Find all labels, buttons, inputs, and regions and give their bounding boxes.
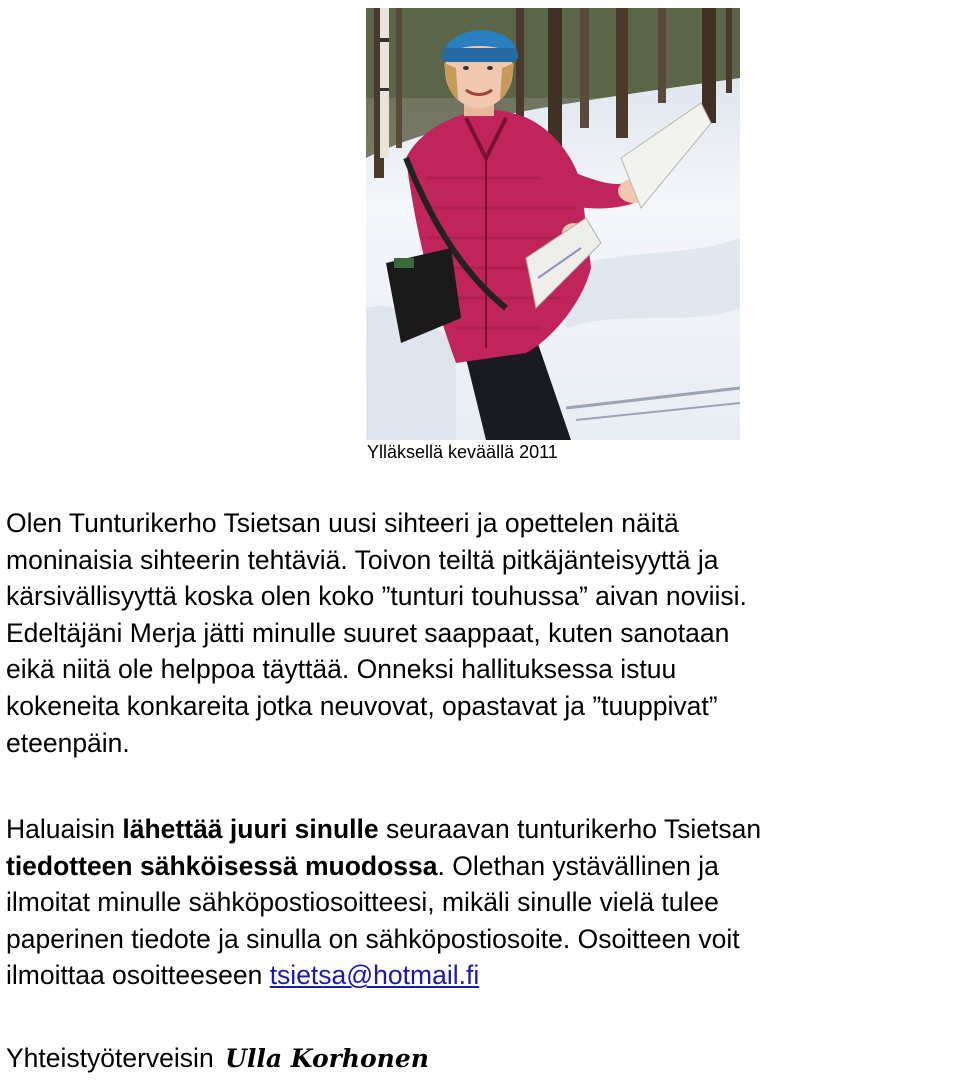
paragraph-line: ilmoitat minulle sähköpostiosoitteesi, mikäli sinulle vielä tulee [6,887,719,918]
paragraph-line: eteenpäin. [6,727,130,758]
paragraph-line: Olen Tunturikerho Tsietsan uusi sihteeri ja opettelen näitä [6,508,679,538]
paragraph-line: kokeneita konkareita jotka neuvovat, opastavat ja ”tuuppivat” [6,690,718,721]
paragraph-line [6,957,761,994]
signature: Ulla Korhonen [225,1044,429,1073]
text-segment: Haluaisin [6,814,123,844]
paragraph-line: paperinen tiedote ja sinulla on sähköpostiosoite. Osoitteen voit [6,923,740,954]
paragraph-line: Edeltäjäni Merja jätti minulle suuret saappaat, kuten sanotaan [6,617,730,648]
paragraph-line: eikä niitä ole helppoa täyttää. Onneksi hallituksessa istuu [6,654,677,685]
closing-line [6,1040,429,1077]
paragraph-line [6,811,761,848]
greeting: Yhteistyöterveisin [6,1043,214,1073]
paragraph-line: kärsivällisyyttä koska olen koko ”tunturi touhussa” aivan noviisi. [6,581,747,612]
request-paragraph [6,811,761,994]
paragraph-line [6,848,761,885]
bold-text: tiedotteen sähköisessä muodossa [6,850,438,881]
text-segment: seuraavan tunturikerho Tsietsan [378,814,762,844]
text-segment: ilmoittaa osoitteeseen [6,960,270,991]
email-link[interactable]: tsietsa@hotmail.fi [269,960,480,991]
photo-caption: Ylläksellä keväällä 2011 [367,442,558,462]
text-segment: . Olethan ystävällinen ja [437,850,719,881]
photo-woman-in-snow [366,8,740,440]
paragraph-line: moninaisia sihteerin tehtäviä. Toivon teiltä pitkäjänteisyyttä ja [6,544,719,575]
bold-text: lähettää juuri sinulle [122,814,379,844]
intro-paragraph [6,505,747,761]
